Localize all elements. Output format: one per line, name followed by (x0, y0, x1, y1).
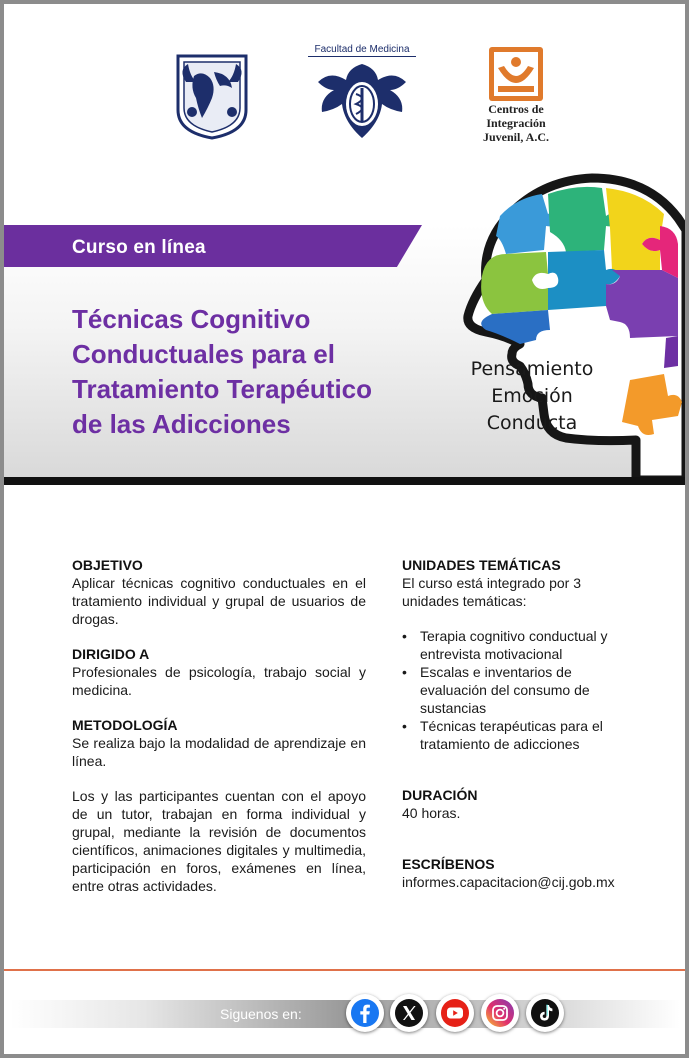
duracion-heading: DURACIÓN (402, 787, 478, 803)
keyword-emocion: Emoción (491, 385, 573, 407)
escribenos-heading: ESCRÍBENOS (402, 856, 495, 872)
course-title-line-3: Tratamiento Terapéutico (72, 374, 373, 404)
keyword-pensamiento: Pensamiento (470, 358, 594, 380)
facultad-title: Facultad de Medicina (308, 44, 416, 57)
course-title (72, 302, 432, 442)
list-item: • Técnicas terapéuticas para el tratamiento de adicciones (402, 717, 634, 753)
unidades-heading: UNIDADES TEMÁTICAS (402, 557, 561, 573)
youtube-icon (440, 998, 470, 1028)
unam-logo (172, 52, 252, 140)
list-item: • Escalas e inventarios de evaluación del consumo de sustancias (402, 663, 634, 717)
cij-logo (474, 44, 558, 148)
tiktok-button[interactable] (526, 994, 564, 1032)
caduceus-eagle-icon (314, 60, 410, 142)
duracion-text: 40 horas. (402, 805, 461, 821)
cij-name (474, 102, 558, 144)
contact-email-link[interactable]: informes.capacitacion@cij.gob.mx (402, 874, 615, 890)
facebook-icon (350, 998, 380, 1028)
follow-label: Siguenos en: (220, 1006, 302, 1022)
course-title-line-1: Técnicas Cognitivo (72, 304, 311, 334)
social-bar (10, 1000, 680, 1028)
dirigido-text: Profesionales de psicología, trabajo social y medicina. (72, 664, 366, 698)
objetivo-text: Aplicar técnicas cognitivo conductuales en el tratamiento individual y grupal de usuarios de drogas. (72, 575, 366, 627)
left-column (72, 556, 366, 895)
keyword-conducta: Conducta (486, 412, 578, 434)
youtube-button[interactable] (436, 994, 474, 1032)
unidades-list (402, 627, 634, 753)
facebook-button[interactable] (346, 994, 384, 1032)
course-title-line-4: de las Adicciones (72, 409, 291, 439)
cij-name-line-2: Integración (486, 116, 546, 130)
course-tag-bar (4, 225, 422, 267)
course-tag: Curso en línea (72, 237, 206, 258)
list-item: • Terapia cognitivo conductual y entrevista motivacional (402, 627, 634, 663)
instagram-button[interactable] (481, 994, 519, 1032)
course-title-line-2: Conductuales para el (72, 339, 335, 369)
metodologia-text-2: Los y las participantes cuentan con el apoyo de un tutor, trabajan en forma individual y grupal, mediante la revisión de documentos científicos, animaciones digitales y multimedia, participación en foros, exámenes en línea, entre otras actividades. (72, 788, 366, 894)
hero-divider (4, 477, 685, 485)
x-icon (394, 998, 424, 1028)
tiktok-icon (530, 998, 560, 1028)
instagram-icon (485, 998, 515, 1028)
footer-divider (4, 969, 685, 971)
cij-name-line-3: Juvenil, A.C. (482, 130, 549, 144)
facultad-medicina-logo (308, 44, 416, 144)
metodologia-text-1: Se realiza bajo la modalidad de aprendizaje en línea. (72, 735, 366, 769)
cij-name-line-1: Centros de (488, 102, 544, 116)
dirigido-heading: DIRIGIDO A (72, 646, 150, 662)
x-button[interactable] (390, 994, 428, 1032)
metodologia-heading: METODOLOGÍA (72, 717, 178, 733)
cij-emblem-icon (488, 46, 544, 102)
objetivo-heading: OBJETIVO (72, 557, 143, 573)
head-keywords (462, 356, 602, 437)
unidades-intro: El curso está integrado por 3 unidades temáticas: (402, 575, 581, 609)
right-column (402, 556, 634, 891)
